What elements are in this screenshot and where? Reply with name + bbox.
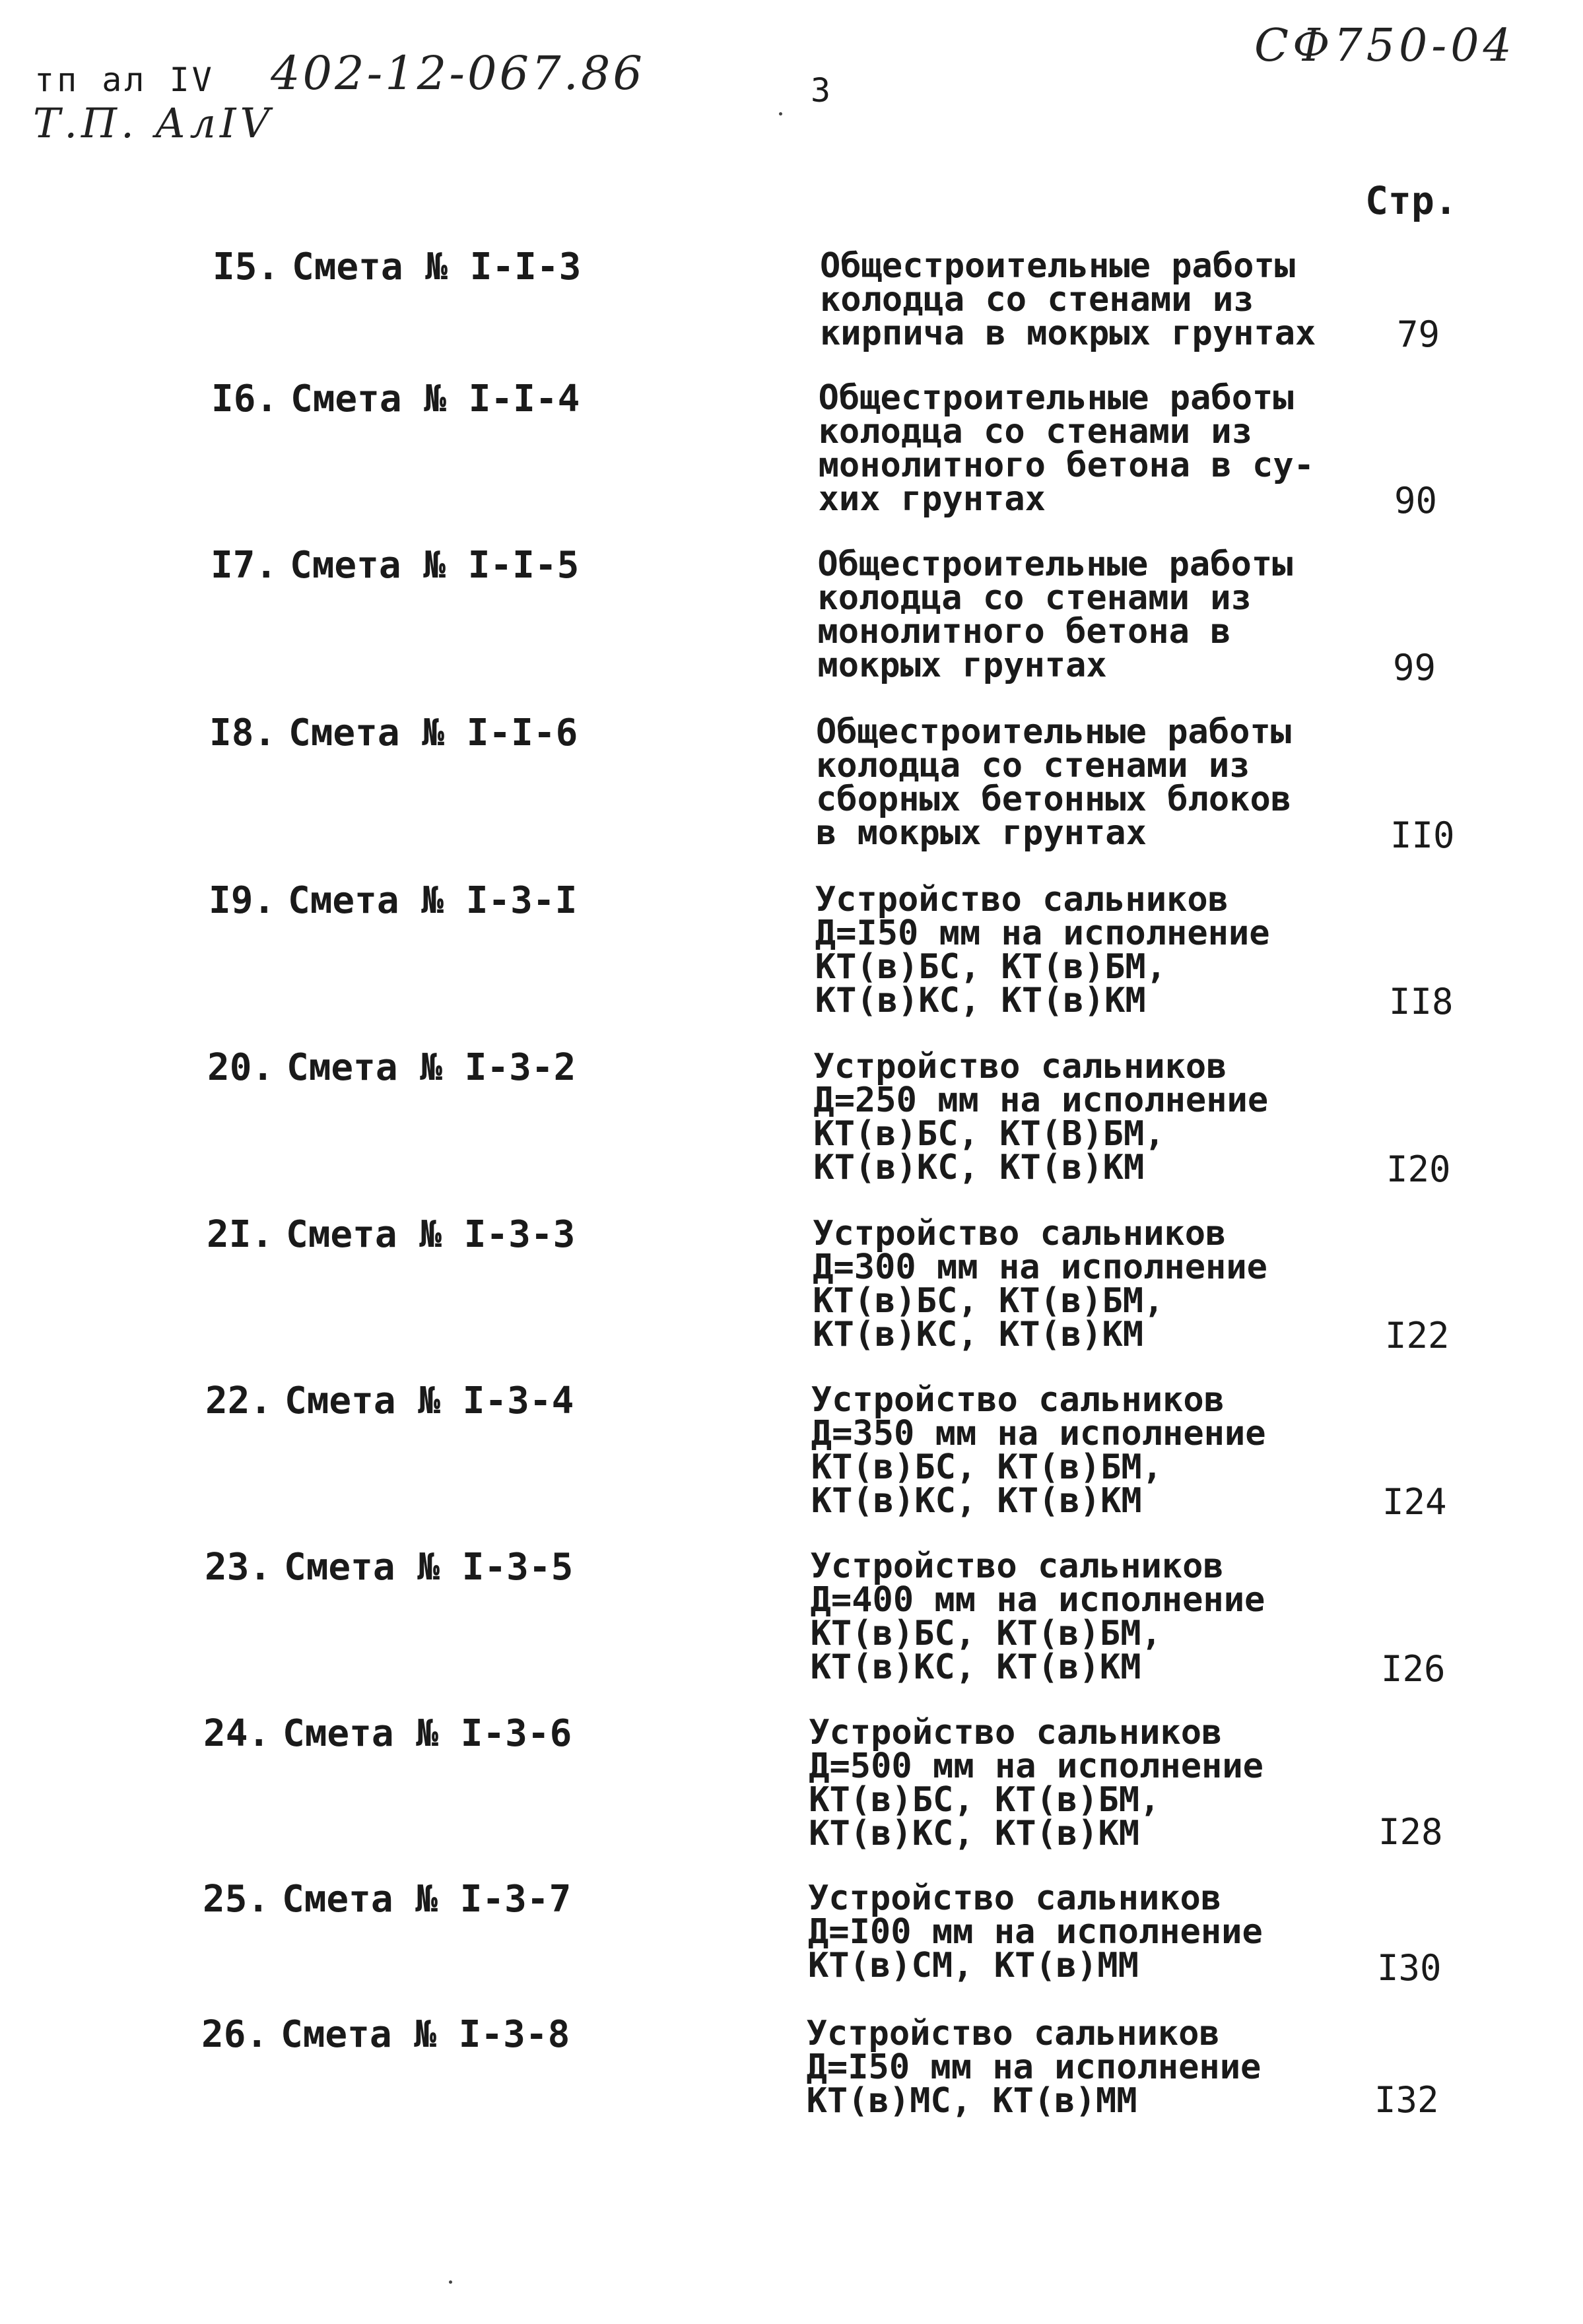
entry-estimate-title: Смета № I-3-4 [285, 1379, 574, 1422]
entry-description-line: Д=I00 мм на исполнение [808, 1912, 1263, 1952]
page-column-header: Стр. [1365, 178, 1458, 223]
entry-page-number: II0 [1390, 814, 1455, 856]
entry-description-line: КТ(в)БС, КТ(в)БМ, [810, 1614, 1162, 1653]
entry-description-line: сборных бетонных блоков [816, 780, 1292, 819]
entry-number: 26. [201, 2013, 269, 2056]
entry-description [811, 1380, 1266, 1521]
entry-description [818, 378, 1314, 519]
entry-description-line: Д=500 мм на исполнение [809, 1746, 1263, 1786]
handwritten-project-code: 402-12-067.86 [271, 46, 645, 100]
entry-number: I9. [209, 879, 276, 922]
entry-description-line: монолитного бетона в су- [818, 446, 1314, 485]
entry-description-line: колодца со стенами из [816, 746, 1250, 785]
entry-description-line: Устройство сальников [809, 1713, 1223, 1752]
entry-number: 2I. [207, 1213, 274, 1256]
entry-page-number: I22 [1385, 1315, 1450, 1356]
entry-estimate-title: Смета № I-I-5 [290, 544, 580, 587]
entry-estimate-title: Смета № I-3-2 [286, 1046, 576, 1089]
entry-estimate-title: Смета № I-3-I [288, 879, 578, 922]
entry-description-line: КТ(в)БС, КТ(в)БМ, [809, 1780, 1161, 1820]
entry-estimate-title: Смета № I-3-5 [284, 1546, 574, 1589]
entry-description-line: Общестроительные работы [818, 378, 1294, 418]
entry-estimate-title: Смета № I-I-3 [292, 246, 582, 288]
entry-description-line: Д=I50 мм на исполнение [806, 2047, 1262, 2087]
entry-estimate-title: Смета № I-3-6 [283, 1712, 572, 1755]
entry-description-line: монолитного бетона в [817, 612, 1231, 651]
entry-description [808, 1878, 1263, 1985]
entry-description-line: кирпича в мокрых грунтах [820, 314, 1316, 353]
entry-description-line: Д=300 мм на исполнение [813, 1247, 1267, 1287]
entry-description [813, 1047, 1269, 1187]
entry-estimate-title: Смета № I-I-6 [288, 712, 578, 754]
handwritten-series-code: Т.П. АлIV [33, 99, 274, 147]
entry-page-number: I20 [1386, 1148, 1451, 1190]
entry-description-line: КТ(в)МС, КТ(в)ММ [806, 2081, 1137, 2121]
entry-number: 20. [207, 1046, 275, 1089]
entry-number: I6. [211, 378, 279, 420]
entry-description [813, 1214, 1267, 1354]
entry-description-line: Устройство сальников [810, 1546, 1224, 1586]
entry-description-line: КТ(в)СМ, КТ(в)ММ [808, 1946, 1139, 1985]
entry-description-line: КТ(в)БС, КТ(в)БМ, [811, 1447, 1163, 1487]
entry-description-line: колодца со стенами из [818, 412, 1253, 451]
entry-number: 23. [205, 1546, 272, 1589]
entry-estimate-title: Смета № I-3-7 [282, 1878, 572, 1921]
entry-description-line: Общестроительные работы [820, 246, 1296, 286]
entry-page-number: I28 [1378, 1811, 1443, 1853]
entry-description-line: Д=350 мм на исполнение [811, 1414, 1266, 1453]
handwritten-reference-code: СФ750-04 [1254, 20, 1516, 72]
entry-description-line: Устройство сальников [808, 1878, 1222, 1918]
entry-estimate-title: Смета № I-3-8 [281, 2013, 570, 2056]
entry-description-line: КТ(в)БС, КТ(в)БМ, [813, 1281, 1164, 1321]
entry-description-line: колодца со стенами из [820, 280, 1254, 319]
entry-page-number: I32 [1374, 2079, 1439, 2121]
entry-description [820, 246, 1316, 353]
entry-page-number: 79 [1397, 314, 1440, 355]
typed-series-code: тп ал IV [34, 61, 215, 99]
scan-dot [449, 2280, 452, 2284]
entry-page-number: 90 [1394, 480, 1438, 521]
entry-page-number: II8 [1389, 981, 1454, 1022]
entry-description-line: Д=I50 мм на исполнение [815, 913, 1270, 953]
entry-number: I5. [213, 246, 280, 288]
entry-number: I8. [209, 712, 277, 754]
entry-description-line: мокрых грунтах [817, 646, 1107, 685]
entry-description-line: КТ(в)КС, КТ(в)КМ [810, 1647, 1141, 1687]
entry-description-line: Общестроительные работы [816, 712, 1292, 752]
entry-estimate-title: Смета № I-I-4 [290, 378, 580, 420]
entry-description-line: Общестроительные работы [817, 545, 1293, 584]
entry-page-number: I30 [1377, 1947, 1442, 1989]
entry-description-line: КТ(в)КС, КТ(в)КМ [813, 1315, 1144, 1354]
entry-description-line: Д=400 мм на исполнение [810, 1580, 1265, 1620]
entry-description [806, 2014, 1262, 2121]
scan-dot [779, 112, 782, 116]
page-number: 3 [811, 71, 831, 110]
entry-description-line: КТ(в)КС, КТ(в)КМ [809, 1814, 1140, 1853]
entry-number: I7. [211, 544, 278, 587]
entry-estimate-title: Смета № I-3-3 [286, 1213, 576, 1256]
entry-description-line: КТ(в)КС, КТ(в)КМ [813, 1148, 1145, 1187]
entry-page-number: I26 [1381, 1648, 1446, 1690]
entry-description-line: КТ(в)БС, КТ(в)БМ, [815, 947, 1167, 987]
entry-description-line: КТ(в)БС, КТ(В)БМ, [813, 1114, 1165, 1154]
entry-page-number: 99 [1393, 647, 1436, 688]
entry-page-number: I24 [1382, 1481, 1447, 1523]
entry-description [809, 1713, 1263, 1853]
entry-number: 24. [203, 1712, 271, 1755]
entry-description [816, 712, 1292, 853]
entry-description [817, 545, 1293, 685]
entry-description-line: Устройство сальников [813, 1047, 1227, 1086]
entry-number: 25. [203, 1878, 270, 1921]
entry-description-line: Д=250 мм на исполнение [813, 1080, 1269, 1120]
entry-description [810, 1546, 1265, 1687]
entry-description-line: Устройство сальников [811, 1380, 1225, 1420]
entry-description-line: КТ(в)КС, КТ(в)КМ [811, 1481, 1142, 1521]
entry-description-line: колодца со стенами из [817, 578, 1252, 618]
entry-description [815, 880, 1270, 1020]
entry-description-line: КТ(в)КС, КТ(в)КМ [815, 981, 1146, 1020]
entry-description-line: Устройство сальников [813, 1214, 1227, 1253]
entry-description-line: хих грунтах [818, 479, 1046, 519]
entry-description-line: Устройство сальников [815, 880, 1229, 919]
entry-description-line: в мокрых грунтах [816, 813, 1147, 853]
entry-description-line: Устройство сальников [806, 2014, 1220, 2053]
entry-number: 22. [205, 1379, 273, 1422]
